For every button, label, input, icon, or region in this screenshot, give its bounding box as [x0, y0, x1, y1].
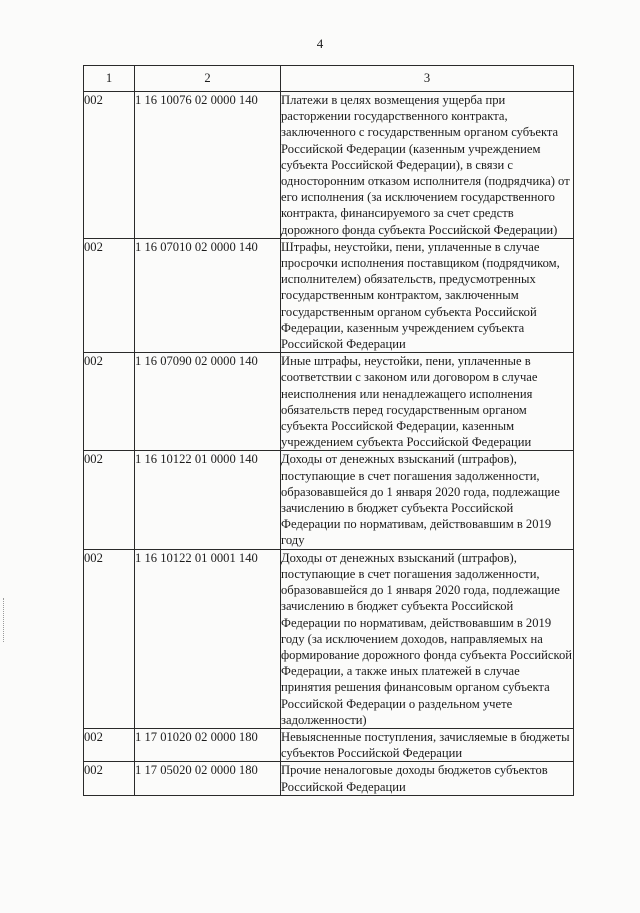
table-row — [84, 762, 574, 795]
table-row — [84, 92, 574, 239]
table-row — [84, 353, 574, 451]
description-cell: Невыясненные поступления, зачисляемые в бюджеты субъектов Российской Федерации — [281, 728, 574, 761]
description-cell: Прочие неналоговые доходы бюджетов субъектов Российской Федерации — [281, 762, 574, 795]
header-col-1: 1 — [84, 66, 135, 92]
admin-code-cell: 002 — [84, 549, 135, 728]
kbk-code-cell: 1 16 07010 02 0000 140 — [135, 238, 281, 352]
description-cell: Штрафы, неустойки, пени, уплаченные в случае просрочки исполнения поставщиком (подрядчиком, исполнителем) обязательств, предусмотренных государственным контрактом, заключенным государственным органом субъекта Российской Федерации, казенным учреждением субъекта Российской Федерации — [281, 238, 574, 352]
page-number: 4 — [316, 36, 324, 51]
kbk-code-cell: 1 17 05020 02 0000 180 — [135, 762, 281, 795]
description-cell: Платежи в целях возмещения ущерба при расторжении государственного контракта, заключенного с государственным органом субъекта Российской Федерации (казенным учреждением субъекта Российской Федерации), в связи с односторонним отказом исполнителя (подрядчика) от его исполнения (за исключением государственного контракта, финансируемого за счет средств дорожного фонда субъекта Российской Федерации) — [281, 92, 574, 239]
margin-marks — [3, 598, 6, 642]
description-cell: Иные штрафы, неустойки, пени, уплаченные в соответствии с законом или договором в случае неисполнения или ненадлежащего исполнения обязательств перед государственным органом субъекта Российской Федерации, казенным учреждением субъекта Российской Федерации — [281, 353, 574, 451]
kbk-code-cell: 1 16 07090 02 0000 140 — [135, 353, 281, 451]
kbk-code-cell: 1 16 10122 01 0001 140 — [135, 549, 281, 728]
table-row — [84, 728, 574, 761]
admin-code-cell: 002 — [84, 92, 135, 239]
table-row — [84, 451, 574, 549]
kbk-code-cell: 1 16 10076 02 0000 140 — [135, 92, 281, 239]
admin-code-cell: 002 — [84, 451, 135, 549]
kbk-code-cell: 1 16 10122 01 0000 140 — [135, 451, 281, 549]
header-row — [84, 66, 574, 92]
revenue-codes-table — [83, 65, 574, 796]
table-row — [84, 549, 574, 728]
header-col-2: 2 — [135, 66, 281, 92]
admin-code-cell: 002 — [84, 238, 135, 352]
admin-code-cell: 002 — [84, 728, 135, 761]
kbk-code-cell: 1 17 01020 02 0000 180 — [135, 728, 281, 761]
header-col-3: 3 — [281, 66, 574, 92]
table-row — [84, 238, 574, 352]
admin-code-cell: 002 — [84, 353, 135, 451]
admin-code-cell: 002 — [84, 762, 135, 795]
description-cell: Доходы от денежных взысканий (штрафов), поступающие в счет погашения задолженности, образовавшейся до 1 января 2020 года, подлежащие зачислению в бюджет субъекта Российской Федерации по нормативам, действовавшим в 2019 году — [281, 451, 574, 549]
description-cell: Доходы от денежных взысканий (штрафов), поступающие в счет погашения задолженности, образовавшейся до 1 января 2020 года, подлежащие зачислению в бюджет субъекта Российской Федерации по нормативам, действовавшим в 2019 году (за исключением доходов, направляемых на формирование дорожного фонда субъекта Российской Федерации, а также иных платежей в случае принятия решения финансовым органом субъекта Российской Федерации о раздельном учете задолженности) — [281, 550, 572, 727]
